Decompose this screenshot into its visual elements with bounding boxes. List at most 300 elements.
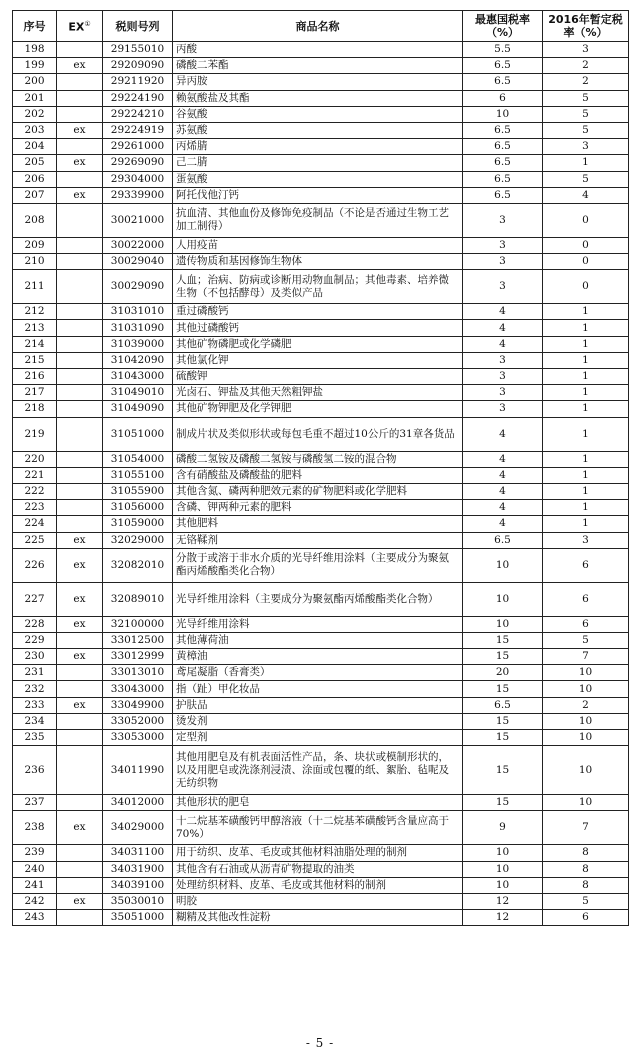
table-row <box>13 369 629 385</box>
cell-ex <box>57 681 103 697</box>
cell-code: 32029000 <box>103 532 173 548</box>
cell-mfn-rate: 3 <box>463 254 543 270</box>
cell-mfn-rate: 4 <box>463 304 543 320</box>
cell-code: 29155010 <box>103 42 173 58</box>
cell-no: 215 <box>13 352 57 368</box>
cell-no: 238 <box>13 811 57 845</box>
cell-no: 208 <box>13 203 57 237</box>
cell-no: 225 <box>13 532 57 548</box>
cell-name: 糊精及其他改性淀粉 <box>173 910 463 926</box>
cell-no: 220 <box>13 451 57 467</box>
cell-mfn-rate: 15 <box>463 746 543 795</box>
cell-no: 204 <box>13 139 57 155</box>
table-row <box>13 74 629 90</box>
cell-no: 207 <box>13 187 57 203</box>
cell-code: 32100000 <box>103 616 173 632</box>
cell-code: 30029040 <box>103 254 173 270</box>
cell-mfn-rate: 3 <box>463 401 543 417</box>
cell-code: 30022000 <box>103 237 173 253</box>
cell-mfn-rate: 4 <box>463 467 543 483</box>
cell-temp-rate: 4 <box>543 187 629 203</box>
cell-no: 231 <box>13 665 57 681</box>
table-row <box>13 106 629 122</box>
cell-mfn-rate: 10 <box>463 548 543 582</box>
cell-temp-rate: 0 <box>543 254 629 270</box>
cell-ex <box>57 877 103 893</box>
cell-mfn-rate: 3 <box>463 203 543 237</box>
cell-name: 磷酸二苯酯 <box>173 58 463 74</box>
cell-temp-rate: 7 <box>543 649 629 665</box>
cell-temp-rate: 7 <box>543 811 629 845</box>
cell-mfn-rate: 4 <box>463 320 543 336</box>
cell-temp-rate: 8 <box>543 861 629 877</box>
cell-name: 其他矿物钾肥及化学钾肥 <box>173 401 463 417</box>
cell-no: 201 <box>13 90 57 106</box>
cell-ex <box>57 254 103 270</box>
cell-code: 29269090 <box>103 155 173 171</box>
cell-name: 含有硝酸盐及磷酸盐的肥料 <box>173 467 463 483</box>
table-row <box>13 713 629 729</box>
cell-temp-rate: 10 <box>543 730 629 746</box>
table-row <box>13 336 629 352</box>
cell-no: 224 <box>13 516 57 532</box>
cell-mfn-rate: 15 <box>463 713 543 729</box>
page-number: - 5 - <box>305 1036 335 1050</box>
cell-name: 其他矿物磷肥或化学磷肥 <box>173 336 463 352</box>
tariff-table <box>12 10 629 926</box>
cell-mfn-rate: 3 <box>463 270 543 304</box>
cell-temp-rate: 6 <box>543 616 629 632</box>
cell-no: 229 <box>13 632 57 648</box>
table-row <box>13 649 629 665</box>
cell-temp-rate: 10 <box>543 713 629 729</box>
cell-code: 33012999 <box>103 649 173 665</box>
cell-mfn-rate: 10 <box>463 845 543 861</box>
cell-mfn-rate: 4 <box>463 451 543 467</box>
table-row <box>13 467 629 483</box>
cell-mfn-rate: 15 <box>463 649 543 665</box>
cell-no: 240 <box>13 861 57 877</box>
cell-code: 31049090 <box>103 401 173 417</box>
cell-ex <box>57 270 103 304</box>
table-row <box>13 532 629 548</box>
cell-no: 216 <box>13 369 57 385</box>
cell-name: 其他含氮、磷两种肥效元素的矿物肥料或化学肥料 <box>173 483 463 499</box>
table-row <box>13 417 629 451</box>
cell-name: 抗血清、其他血份及修饰免疫制品（不论是否通过生物工艺加工制得） <box>173 203 463 237</box>
cell-ex <box>57 74 103 90</box>
cell-no: 230 <box>13 649 57 665</box>
table-row <box>13 42 629 58</box>
cell-no: 221 <box>13 467 57 483</box>
table-row <box>13 187 629 203</box>
table-row <box>13 845 629 861</box>
cell-temp-rate: 1 <box>543 516 629 532</box>
cell-ex <box>57 713 103 729</box>
cell-mfn-rate: 15 <box>463 632 543 648</box>
table-row <box>13 451 629 467</box>
cell-code: 31054000 <box>103 451 173 467</box>
cell-name: 其他用肥皂及有机表面活性产品，条、块状或模制形状的，以及用肥皂或洗涤剂浸渍、涂面或包覆的纸、絮胎、毡呢及无纺织物 <box>173 746 463 795</box>
cell-mfn-rate: 6.5 <box>463 139 543 155</box>
cell-name: 分散于或溶于非水介质的光导纤维用涂料（主要成分为聚氨酯丙烯酸酯类化合物） <box>173 548 463 582</box>
cell-temp-rate: 2 <box>543 697 629 713</box>
cell-mfn-rate: 20 <box>463 665 543 681</box>
table-row <box>13 90 629 106</box>
table-row <box>13 352 629 368</box>
cell-mfn-rate: 3 <box>463 237 543 253</box>
cell-temp-rate: 1 <box>543 467 629 483</box>
cell-no: 212 <box>13 304 57 320</box>
cell-name: 定型剂 <box>173 730 463 746</box>
cell-name: 十二烷基苯磺酸钙甲醇溶液（十二烷基苯磺酸钙含量应高于70%） <box>173 811 463 845</box>
table-row <box>13 270 629 304</box>
cell-no: 242 <box>13 893 57 909</box>
cell-no: 228 <box>13 616 57 632</box>
cell-temp-rate: 6 <box>543 548 629 582</box>
cell-code: 33052000 <box>103 713 173 729</box>
cell-temp-rate: 8 <box>543 845 629 861</box>
cell-name: 光导纤维用涂料 <box>173 616 463 632</box>
cell-name: 赖氨酸盐及其酯 <box>173 90 463 106</box>
cell-no: 202 <box>13 106 57 122</box>
cell-no: 234 <box>13 713 57 729</box>
cell-temp-rate: 1 <box>543 500 629 516</box>
cell-code: 31043000 <box>103 369 173 385</box>
header-temp-rate: 2016年暂定税率（%） <box>543 11 629 42</box>
cell-temp-rate: 1 <box>543 369 629 385</box>
cell-name: 光导纤维用涂料（主要成分为聚氨酯丙烯酸酯类化合物） <box>173 582 463 616</box>
cell-temp-rate: 3 <box>543 139 629 155</box>
cell-ex <box>57 106 103 122</box>
cell-code: 35030010 <box>103 893 173 909</box>
table-row <box>13 171 629 187</box>
cell-temp-rate: 0 <box>543 237 629 253</box>
cell-ex: ex <box>57 548 103 582</box>
cell-mfn-rate: 6 <box>463 90 543 106</box>
cell-ex: ex <box>57 811 103 845</box>
table-row <box>13 795 629 811</box>
cell-code: 29304000 <box>103 171 173 187</box>
cell-no: 205 <box>13 155 57 171</box>
header-no: 序号 <box>13 11 57 42</box>
cell-mfn-rate: 4 <box>463 483 543 499</box>
cell-code: 29224210 <box>103 106 173 122</box>
table-row <box>13 910 629 926</box>
table-row <box>13 237 629 253</box>
cell-mfn-rate: 6.5 <box>463 697 543 713</box>
cell-name: 己二腈 <box>173 155 463 171</box>
cell-mfn-rate: 15 <box>463 730 543 746</box>
table-row <box>13 730 629 746</box>
cell-mfn-rate: 6.5 <box>463 171 543 187</box>
cell-code: 32089010 <box>103 582 173 616</box>
cell-temp-rate: 0 <box>543 270 629 304</box>
cell-mfn-rate: 4 <box>463 500 543 516</box>
cell-name: 制成片状及类似形状或每包毛重不超过10公斤的31章各货品 <box>173 417 463 451</box>
header-mfn-rate: 最惠国税率（%） <box>463 11 543 42</box>
table-row <box>13 58 629 74</box>
header-ex-label: EX <box>68 20 85 34</box>
cell-name: 黄樟油 <box>173 649 463 665</box>
table-row <box>13 516 629 532</box>
cell-code: 34031900 <box>103 861 173 877</box>
cell-ex <box>57 203 103 237</box>
cell-ex <box>57 665 103 681</box>
cell-no: 241 <box>13 877 57 893</box>
cell-temp-rate: 1 <box>543 401 629 417</box>
cell-ex: ex <box>57 649 103 665</box>
cell-no: 233 <box>13 697 57 713</box>
cell-mfn-rate: 10 <box>463 861 543 877</box>
cell-mfn-rate: 4 <box>463 516 543 532</box>
cell-mfn-rate: 15 <box>463 681 543 697</box>
table-row <box>13 681 629 697</box>
table-row <box>13 203 629 237</box>
cell-code: 31051000 <box>103 417 173 451</box>
cell-name: 其他薄荷油 <box>173 632 463 648</box>
cell-code: 34012000 <box>103 795 173 811</box>
cell-code: 29209090 <box>103 58 173 74</box>
cell-ex: ex <box>57 58 103 74</box>
cell-no: 200 <box>13 74 57 90</box>
header-ex <box>57 11 103 42</box>
cell-no: 232 <box>13 681 57 697</box>
cell-ex <box>57 467 103 483</box>
table-row <box>13 861 629 877</box>
cell-temp-rate: 1 <box>543 451 629 467</box>
cell-ex <box>57 352 103 368</box>
cell-code: 31055100 <box>103 467 173 483</box>
cell-code: 33049900 <box>103 697 173 713</box>
cell-name: 阿托伐他汀钙 <box>173 187 463 203</box>
cell-ex <box>57 746 103 795</box>
table-row <box>13 320 629 336</box>
cell-name: 谷氨酸 <box>173 106 463 122</box>
table-row <box>13 877 629 893</box>
cell-ex <box>57 385 103 401</box>
cell-ex: ex <box>57 532 103 548</box>
cell-no: 227 <box>13 582 57 616</box>
cell-temp-rate: 10 <box>543 665 629 681</box>
cell-no: 223 <box>13 500 57 516</box>
cell-ex <box>57 845 103 861</box>
cell-no: 235 <box>13 730 57 746</box>
cell-code: 33053000 <box>103 730 173 746</box>
cell-code: 29224190 <box>103 90 173 106</box>
cell-ex <box>57 90 103 106</box>
cell-temp-rate: 2 <box>543 58 629 74</box>
cell-no: 206 <box>13 171 57 187</box>
cell-ex <box>57 861 103 877</box>
cell-name: 蛋氨酸 <box>173 171 463 187</box>
cell-ex <box>57 632 103 648</box>
cell-temp-rate: 1 <box>543 336 629 352</box>
cell-temp-rate: 3 <box>543 532 629 548</box>
table-row <box>13 155 629 171</box>
cell-code: 31049010 <box>103 385 173 401</box>
cell-ex: ex <box>57 893 103 909</box>
cell-no: 199 <box>13 58 57 74</box>
cell-name: 遗传物质和基因修饰生物体 <box>173 254 463 270</box>
table-row <box>13 254 629 270</box>
cell-name: 指（趾）甲化妆品 <box>173 681 463 697</box>
cell-mfn-rate: 12 <box>463 893 543 909</box>
cell-mfn-rate: 6.5 <box>463 187 543 203</box>
cell-no: 226 <box>13 548 57 582</box>
cell-ex: ex <box>57 155 103 171</box>
cell-code: 29339900 <box>103 187 173 203</box>
table-body <box>13 42 629 926</box>
cell-no: 203 <box>13 122 57 138</box>
cell-mfn-rate: 15 <box>463 795 543 811</box>
cell-temp-rate: 5 <box>543 122 629 138</box>
cell-temp-rate: 6 <box>543 910 629 926</box>
cell-mfn-rate: 10 <box>463 616 543 632</box>
cell-name: 重过磷酸钙 <box>173 304 463 320</box>
cell-temp-rate: 5 <box>543 893 629 909</box>
cell-mfn-rate: 3 <box>463 352 543 368</box>
cell-name: 鸢尾凝脂（香膏类） <box>173 665 463 681</box>
cell-ex <box>57 336 103 352</box>
cell-code: 31042090 <box>103 352 173 368</box>
cell-code: 30029090 <box>103 270 173 304</box>
cell-code: 30021000 <box>103 203 173 237</box>
cell-code: 31039000 <box>103 336 173 352</box>
cell-temp-rate: 1 <box>543 385 629 401</box>
cell-ex <box>57 369 103 385</box>
cell-temp-rate: 1 <box>543 304 629 320</box>
table-row <box>13 483 629 499</box>
cell-no: 236 <box>13 746 57 795</box>
cell-ex: ex <box>57 697 103 713</box>
cell-name: 人用疫苗 <box>173 237 463 253</box>
cell-ex <box>57 451 103 467</box>
cell-name: 其他肥料 <box>173 516 463 532</box>
cell-code: 33013010 <box>103 665 173 681</box>
table-row <box>13 304 629 320</box>
table-row <box>13 139 629 155</box>
cell-ex <box>57 516 103 532</box>
cell-temp-rate: 2 <box>543 74 629 90</box>
cell-code: 31031090 <box>103 320 173 336</box>
cell-mfn-rate: 10 <box>463 106 543 122</box>
cell-ex <box>57 237 103 253</box>
cell-temp-rate: 3 <box>543 42 629 58</box>
cell-mfn-rate: 6.5 <box>463 58 543 74</box>
cell-name: 丙酸 <box>173 42 463 58</box>
table-row <box>13 401 629 417</box>
cell-mfn-rate: 12 <box>463 910 543 926</box>
table-row <box>13 548 629 582</box>
cell-mfn-rate: 3 <box>463 385 543 401</box>
cell-no: 213 <box>13 320 57 336</box>
cell-mfn-rate: 6.5 <box>463 74 543 90</box>
cell-temp-rate: 5 <box>543 632 629 648</box>
table-row <box>13 811 629 845</box>
cell-ex <box>57 42 103 58</box>
cell-temp-rate: 6 <box>543 582 629 616</box>
cell-no: 209 <box>13 237 57 253</box>
cell-code: 31055900 <box>103 483 173 499</box>
table-row <box>13 582 629 616</box>
cell-code: 29211920 <box>103 74 173 90</box>
cell-mfn-rate: 4 <box>463 417 543 451</box>
cell-no: 218 <box>13 401 57 417</box>
cell-ex <box>57 910 103 926</box>
table-row <box>13 697 629 713</box>
cell-name: 人血；治病、防病或诊断用动物血制品；其他毒素、培养微生物（不包括酵母）及类似产品 <box>173 270 463 304</box>
cell-mfn-rate: 6.5 <box>463 532 543 548</box>
cell-ex <box>57 304 103 320</box>
cell-name: 其他过磷酸钙 <box>173 320 463 336</box>
cell-ex: ex <box>57 122 103 138</box>
table-row <box>13 122 629 138</box>
cell-no: 222 <box>13 483 57 499</box>
cell-temp-rate: 1 <box>543 483 629 499</box>
cell-no: 237 <box>13 795 57 811</box>
cell-code: 33043000 <box>103 681 173 697</box>
table-row <box>13 616 629 632</box>
cell-name: 烫发剂 <box>173 713 463 729</box>
cell-temp-rate: 1 <box>543 155 629 171</box>
table-row <box>13 385 629 401</box>
cell-code: 34011990 <box>103 746 173 795</box>
table-row <box>13 893 629 909</box>
cell-temp-rate: 10 <box>543 795 629 811</box>
cell-ex <box>57 401 103 417</box>
cell-name: 异丙胺 <box>173 74 463 90</box>
cell-code: 29224919 <box>103 122 173 138</box>
cell-name: 其他含有石油或从沥青矿物提取的油类 <box>173 861 463 877</box>
cell-mfn-rate: 3 <box>463 369 543 385</box>
table-row <box>13 746 629 795</box>
cell-code: 33012500 <box>103 632 173 648</box>
cell-name: 苏氨酸 <box>173 122 463 138</box>
cell-no: 211 <box>13 270 57 304</box>
cell-name: 明胶 <box>173 893 463 909</box>
cell-code: 34029000 <box>103 811 173 845</box>
cell-code: 31031010 <box>103 304 173 320</box>
cell-code: 34031100 <box>103 845 173 861</box>
cell-no: 219 <box>13 417 57 451</box>
cell-name: 护肤品 <box>173 697 463 713</box>
cell-no: 217 <box>13 385 57 401</box>
cell-temp-rate: 8 <box>543 877 629 893</box>
cell-temp-rate: 1 <box>543 352 629 368</box>
cell-code: 34039100 <box>103 877 173 893</box>
cell-name: 用于纺织、皮革、毛皮或其他材料油脂处理的制剂 <box>173 845 463 861</box>
cell-name: 丙烯腈 <box>173 139 463 155</box>
cell-temp-rate: 5 <box>543 106 629 122</box>
cell-ex: ex <box>57 187 103 203</box>
cell-mfn-rate: 6.5 <box>463 155 543 171</box>
cell-temp-rate: 0 <box>543 203 629 237</box>
cell-name: 其他形状的肥皂 <box>173 795 463 811</box>
cell-no: 243 <box>13 910 57 926</box>
table-row <box>13 665 629 681</box>
cell-ex: ex <box>57 582 103 616</box>
cell-mfn-rate: 5.5 <box>463 42 543 58</box>
cell-name: 光卤石、钾盐及其他天然粗钾盐 <box>173 385 463 401</box>
header-ex-note: ① <box>84 20 91 29</box>
cell-code: 29261000 <box>103 139 173 155</box>
cell-ex <box>57 500 103 516</box>
cell-temp-rate: 1 <box>543 417 629 451</box>
table-header <box>13 11 629 42</box>
cell-name: 处理纺织材料、皮革、毛皮或其他材料的制剂 <box>173 877 463 893</box>
cell-temp-rate: 10 <box>543 681 629 697</box>
